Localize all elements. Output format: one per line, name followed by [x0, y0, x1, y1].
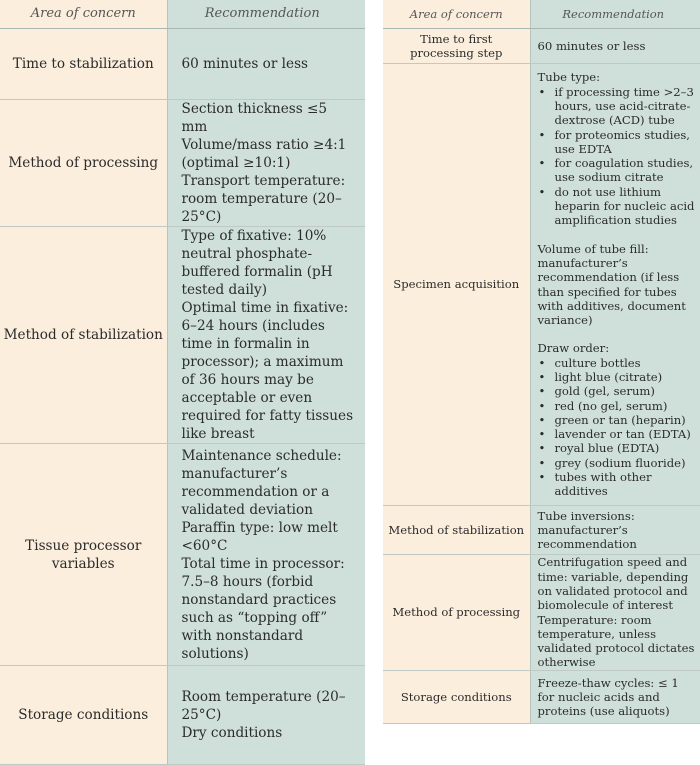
list-item: • if processing time >2–3 hours, use acid-citrate-dextrose (ACD) tube	[538, 85, 697, 128]
recommendation-cell	[167, 666, 365, 765]
recommendation-cell	[167, 227, 365, 444]
recommendation-line: Volume/mass ratio ≥4:1 (optimal ≥10:1)	[181, 137, 347, 171]
area-cell: Method of stabilization	[383, 506, 530, 555]
header-recommendation: Recommendation	[562, 6, 665, 21]
area-cell: Storage conditions	[0, 666, 167, 765]
list-item: • do not use lithium heparin for nucleic acid amplification studies	[538, 185, 697, 228]
header-recommendation: Recommendation	[204, 6, 320, 21]
list-item: • royal blue (EDTA)	[538, 441, 697, 455]
recommendation-cell	[167, 100, 365, 227]
table-row	[0, 227, 365, 444]
recommendation-cell	[167, 444, 365, 666]
draw-order-label: Draw order:	[537, 341, 610, 356]
table-row	[0, 666, 365, 765]
recommendation-cell	[167, 29, 365, 100]
recommendation-line: 60 minutes or less	[181, 56, 309, 72]
list-item: • tubes with other additives	[538, 470, 697, 499]
header-area-of-concern: Area of concern	[30, 6, 136, 21]
table-row	[383, 555, 700, 671]
header-recommendation-cell	[530, 0, 700, 29]
table-row	[383, 506, 700, 555]
area-cell: Time to first processing step	[383, 29, 530, 64]
table-row	[0, 444, 365, 666]
recommendation-line: Dry conditions	[181, 725, 283, 741]
list-item: • culture bottles	[538, 356, 697, 370]
list-item: • lavender or tan (EDTA)	[538, 427, 697, 441]
area-cell: Method of processing	[383, 555, 530, 671]
area-cell: Method of stabilization	[0, 227, 167, 444]
recommendation-line: Maintenance schedule: manufacturer’s recommendation or a validated deviation	[181, 447, 342, 518]
tube-type-label: Tube type:	[537, 70, 601, 85]
header-area-cell	[0, 0, 167, 29]
recommendation-line: Temperature: room temperature, unless validated protocol dictates otherwise	[537, 612, 695, 670]
blood-recommendations-table	[383, 0, 700, 724]
list-item: • for coagulation studies, use sodium citrate	[538, 156, 697, 185]
area-cell: Storage conditions	[383, 671, 530, 724]
table-header-row	[0, 0, 365, 29]
table-row	[383, 29, 700, 64]
header-recommendation-cell	[167, 0, 365, 29]
recommendation-line: Total time in processor: 7.5–8 hours (forbid nonstandard practices such as “topping off” with nonstandard solutions)	[181, 555, 345, 662]
area-cell: Time to stabilization	[0, 29, 167, 100]
list-item: • green or tan (heparin)	[538, 413, 697, 427]
recommendation-cell	[530, 555, 700, 671]
recommendation-line: Paraffin type: low melt <60°C	[181, 519, 338, 554]
table-header-row	[383, 0, 700, 29]
area-cell: Method of processing	[0, 100, 167, 227]
list-item: • gold (gel, serum)	[538, 384, 697, 398]
header-area-of-concern: Area of concern	[409, 6, 503, 21]
tube-type-list	[538, 85, 697, 228]
list-item: • for proteomics studies, use EDTA	[538, 128, 697, 157]
recommendation-line: Transport temperature: room temperature (20–25°C)	[181, 173, 346, 225]
header-area-cell	[383, 0, 530, 29]
list-item: • red (no gel, serum)	[538, 399, 697, 413]
table-row	[383, 671, 700, 724]
recommendation-line: Type of fixative: 10% neutral phosphate-buffered formalin (pH tested daily)	[181, 228, 333, 298]
table-row	[0, 29, 365, 100]
area-cell: Tissue processor variables	[0, 444, 167, 666]
recommendation-line: Optimal time in fixative: 6–24 hours (includes time in formalin in processor); a maximum of 36 hours may be acceptable or even required for fatty tissues like breast	[181, 300, 354, 442]
table-row	[383, 64, 700, 506]
table-row	[0, 100, 365, 227]
draw-order-list	[538, 356, 697, 499]
list-item: • light blue (citrate)	[538, 370, 697, 384]
recommendation-cell: Tube inversions: manufacturer’s recommendation	[530, 506, 700, 555]
recommendation-line: Centrifugation speed and time: variable, depending on validated protocol and biomolecule of interest	[537, 555, 689, 613]
area-cell: Specimen acquisition	[383, 64, 530, 506]
recommendation-cell: Freeze-thaw cycles: ≤ 1 for nucleic acids and proteins (use aliquots)	[530, 671, 700, 724]
recommendation-line: Section thickness ≤5 mm	[181, 101, 328, 135]
recommendation-cell	[530, 64, 700, 506]
volume-of-fill-text: Volume of tube fill: manufacturer’s recommendation (if less than specified for tubes with additives, document variance)	[537, 241, 686, 328]
recommendation-line: Room temperature (20–25°C)	[181, 689, 346, 723]
list-item: • grey (sodium fluoride)	[538, 456, 697, 470]
recommendation-cell: 60 minutes or less	[530, 29, 700, 64]
